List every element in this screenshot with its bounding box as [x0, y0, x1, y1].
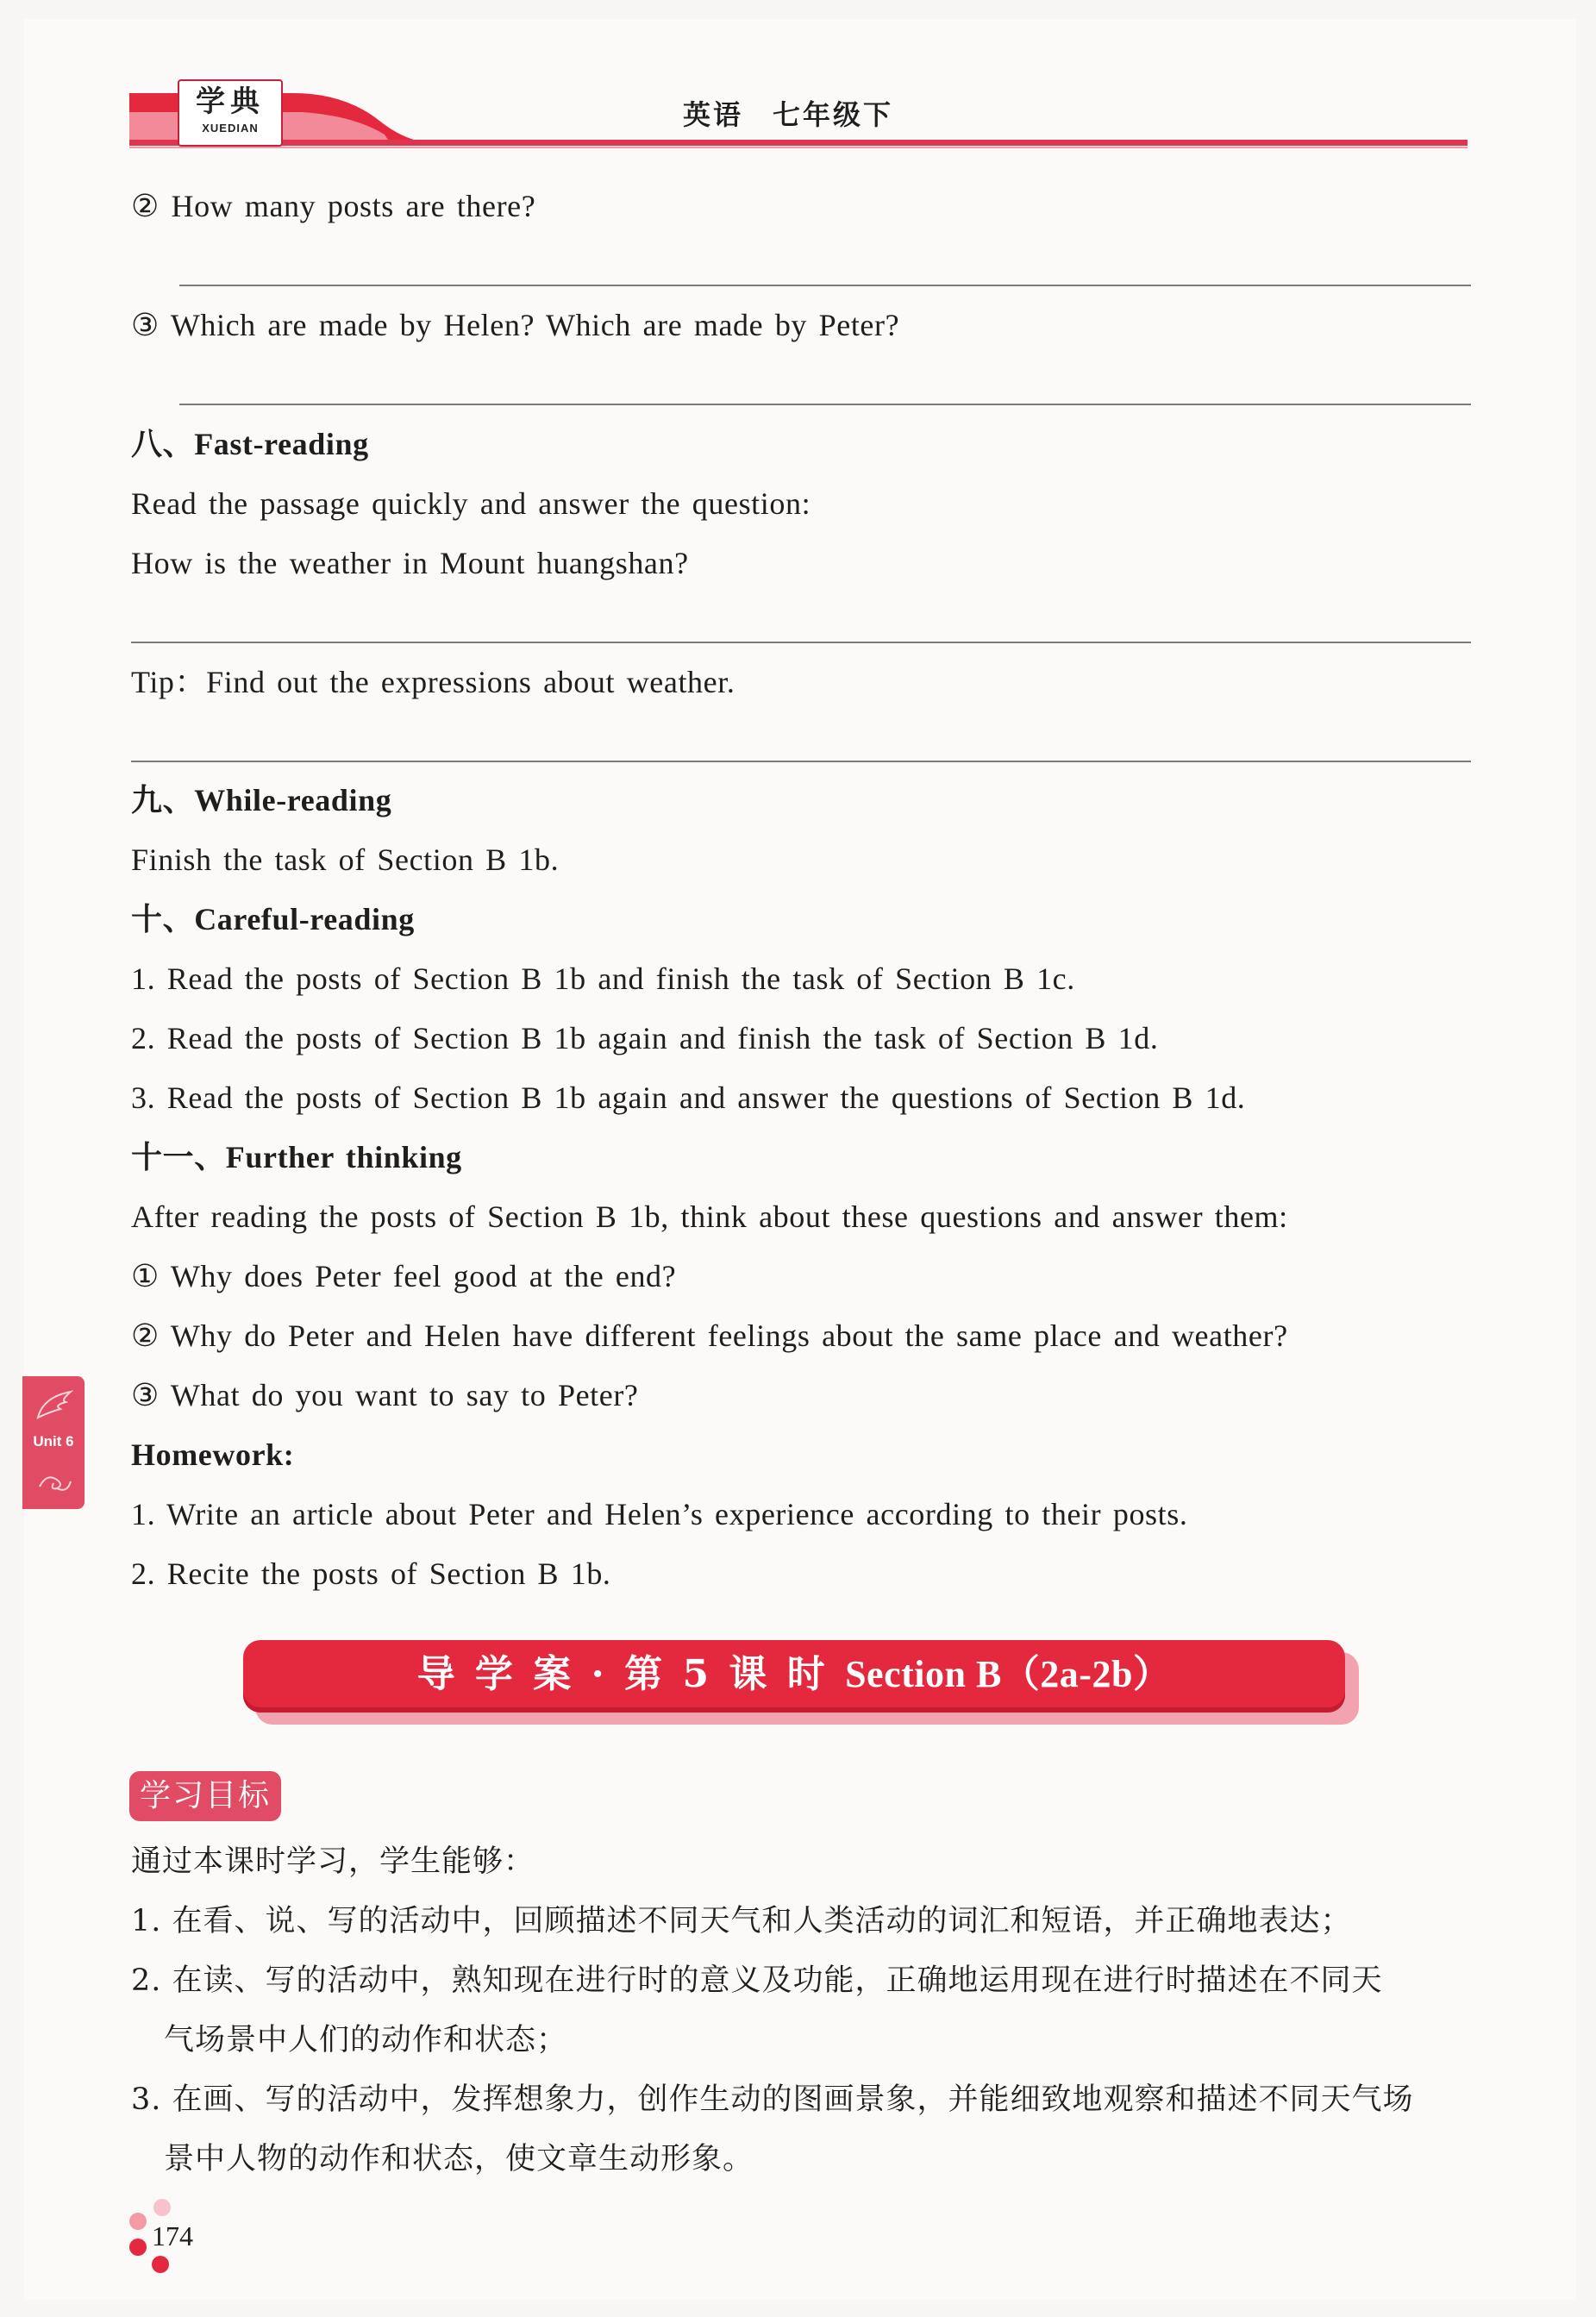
answer-line[interactable] [179, 404, 1471, 405]
header-subject: 英语 [683, 98, 744, 131]
fast-reading-question: How is the weather in Mount huangshan? [131, 546, 689, 580]
list-item: 1. Write an article about Peter and Helen’s experience according to their posts. [131, 1497, 1188, 1531]
unit-label: Unit 6 [33, 1433, 74, 1450]
question-2: ② How many posts are there? [131, 189, 536, 223]
list-item: 2. Recite the posts of Section B 1b. [131, 1556, 611, 1591]
while-reading-text: Finish the task of Section B 1b. [131, 842, 560, 877]
question-3: ③ Which are made by Helen? Which are made by Peter? [131, 308, 900, 342]
header-rule [129, 140, 1468, 146]
objective-item: 2. 在读、写的活动中，熟知现在进行时的意义及功能，正确地运用现在进行时描述在不同天 [131, 1963, 1383, 1998]
objective-item-continued: 气场景中人们的动作和状态； [164, 2023, 568, 2057]
swirl-icon [36, 1469, 72, 1495]
fast-reading-tip: Tip：Find out the expressions about weather. [131, 665, 735, 699]
section-heading-while-reading: 九、While-reading [131, 783, 392, 817]
unit-side-tab [22, 1376, 84, 1509]
header-grade: 七年级下 [773, 98, 894, 131]
answer-line[interactable] [131, 761, 1471, 762]
fast-reading-instruction: Read the passage quickly and answer the question: [131, 486, 811, 521]
banner-title-en: Section B（2a-2b） [845, 1653, 1172, 1695]
header-rule-thin [129, 147, 1468, 148]
objectives-intro: 通过本课时学习，学生能够： [131, 1844, 535, 1879]
banner-title [243, 1640, 1345, 1709]
logo-cn: 学典 [196, 85, 265, 119]
objective-item: 3. 在画、写的活动中，发挥想象力，创作生动的图画景象，并能细致地观察和描述不同天气场 [131, 2082, 1414, 2117]
list-item: ③ What do you want to say to Peter? [131, 1378, 639, 1412]
decor-dot [129, 2213, 147, 2230]
section-heading-fast-reading: 八、Fast-reading [131, 427, 369, 461]
section-heading-careful-reading: 十、Careful-reading [131, 902, 415, 936]
list-item: 2. Read the posts of Section B 1b again and finish the task of Section B 1d. [131, 1021, 1159, 1055]
further-thinking-intro: After reading the posts of Section B 1b, think about these questions and answer them: [131, 1199, 1288, 1234]
logo-en: XUEDIAN [202, 122, 259, 135]
banner-title-cn: 导 学 案 · 第 5 课 时 [416, 1652, 829, 1696]
list-item: 1. Read the posts of Section B 1b and finish the task of Section B 1c. [131, 961, 1075, 996]
objective-item-continued: 景中人物的动作和状态，使文章生动形象。 [164, 2142, 754, 2176]
brand-logo [178, 79, 283, 147]
section-heading-further-thinking: 十一、Further thinking [131, 1140, 462, 1174]
list-item: ② Why do Peter and Helen have different feelings about the same place and weather? [131, 1318, 1288, 1353]
decor-dot [152, 2256, 169, 2273]
page-number: 174 [152, 2220, 193, 2251]
list-item: 3. Read the posts of Section B 1b again and answer the questions of Section B 1d. [131, 1080, 1246, 1115]
objectives-badge: 学习目标 [129, 1771, 281, 1821]
homework-heading: Homework: [131, 1437, 295, 1472]
decor-dot [129, 2239, 147, 2256]
page-header [0, 0, 1596, 164]
decor-dot [153, 2199, 171, 2216]
lesson-banner [243, 1640, 1345, 1713]
answer-line[interactable] [179, 285, 1471, 286]
answer-line[interactable] [131, 642, 1471, 643]
list-item: ① Why does Peter feel good at the end? [131, 1259, 677, 1293]
wing-icon [34, 1388, 74, 1423]
header-title [683, 93, 893, 136]
objective-item: 1. 在看、说、写的活动中，回顾描述不同天气和人类活动的词汇和短语，并正确地表达； [131, 1904, 1352, 1938]
